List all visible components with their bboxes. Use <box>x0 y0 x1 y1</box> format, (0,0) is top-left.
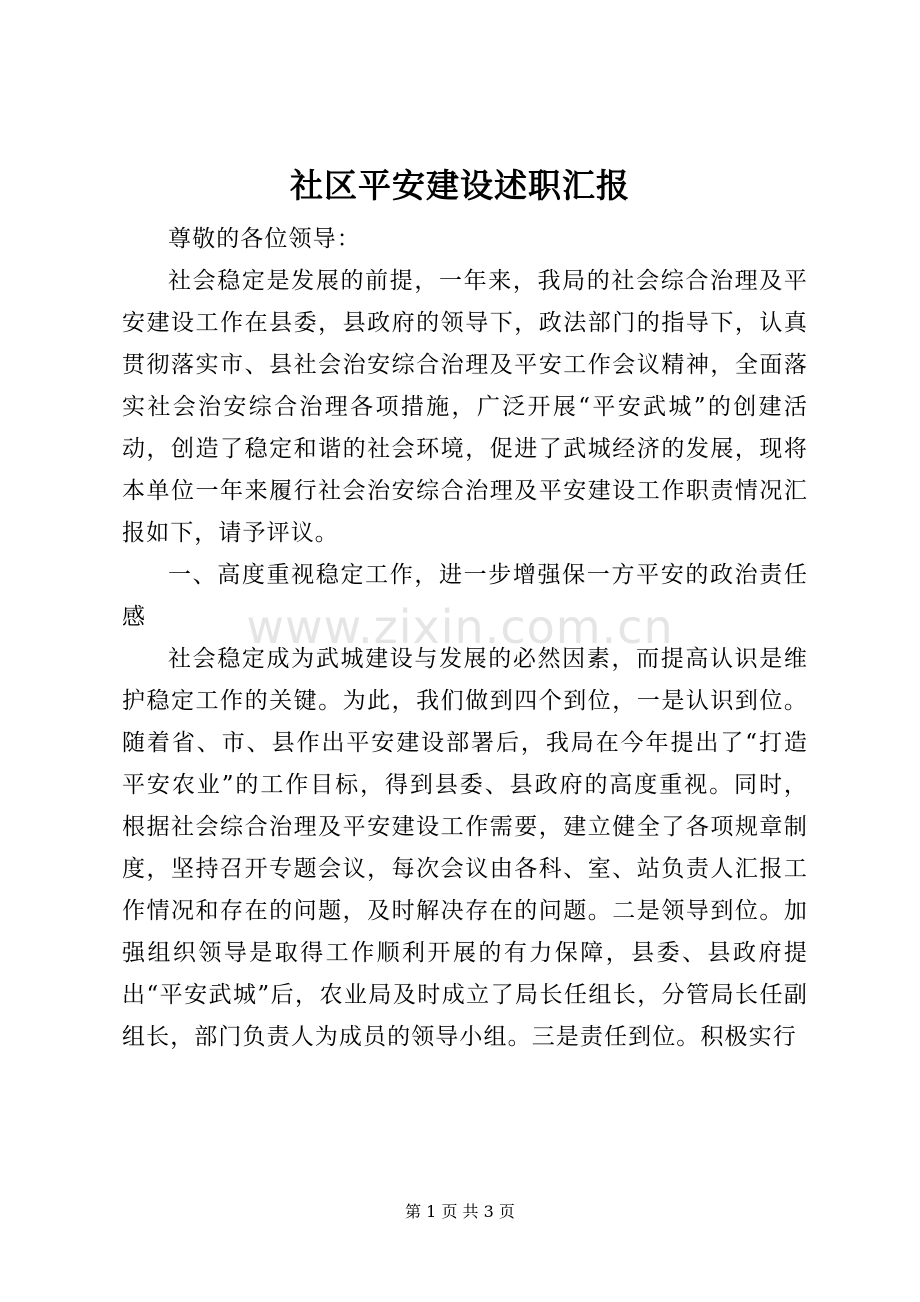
section-heading-paragraph: 一、高度重视稳定工作，进一步增强保一方平安的政治责任感 <box>122 562 808 630</box>
body-paragraph: 社会稳定成为武城建设与发展的必然因素，而提高认识是维护稳定工作的关键。为此，我们做到四个到位，一是认识到位。随着省、市、县作出平安建设部署后，我局在今年提出了“打造平安农业”的工作目标，得到县委、县政府的高度重视。同时，根据社会综合治理及平安建设工作需要，建立健全了各项规章制度，坚持召开专题会议，每次会议由各科、室、站负责人汇报工作情况和存在的问题，及时解决存在的问题。二是领导到位。加强组织领导是取得工作顺利开展的有力保障，县委、县政府提出“平安武城”后，农业局及时成立了局长任组长，分管局长任副组长，部门负责人为成员的领导小组。三是责任到位。积极实行 <box>122 646 808 1050</box>
page-footer: 第 1 页 共 3 页 <box>405 1202 515 1221</box>
watermark: www.zixin.com.cn <box>246 600 674 654</box>
document-title: 社区平安建设述职汇报 <box>290 166 630 205</box>
intro-paragraph: 社会稳定是发展的前提，一年来，我局的社会综合治理及平安建设工作在县委，县政府的领导下，政法部门的指导下，认真贯彻落实市、县社会治安综合治理及平安工作会议精神，全面落实社会治安综合治理各项措施，广泛开展“平安武城”的创建活动，创造了稳定和谐的社会环境，促进了武城经济的发展，现将本单位一年来履行社会治安综合治理及平安建设工作职责情况汇报如下，请予评议。 <box>122 268 808 546</box>
document-body <box>122 218 808 1058</box>
salutation-paragraph: 尊敬的各位领导： <box>168 226 361 252</box>
